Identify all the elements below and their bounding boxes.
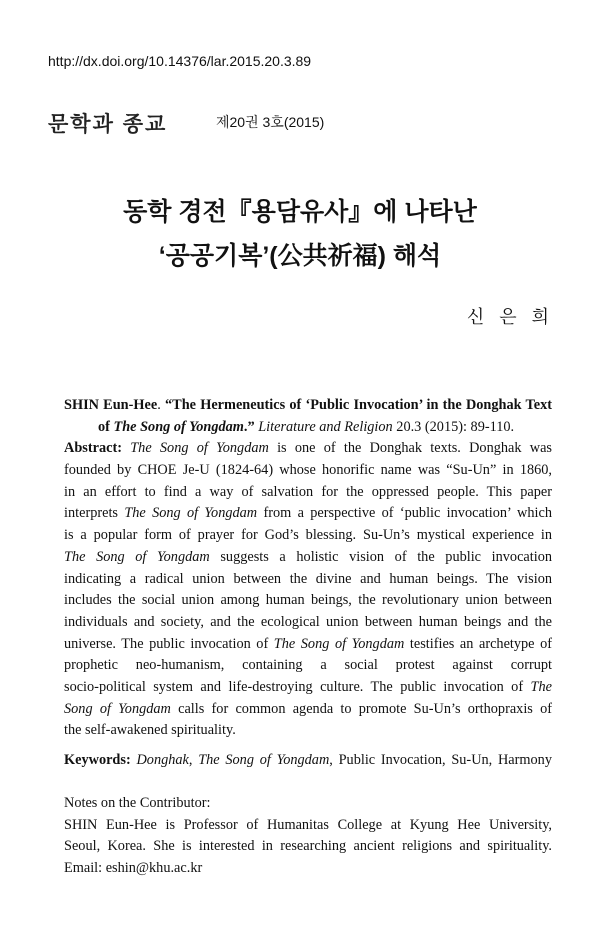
abstract-line: prophetic neo-humanism, containing a social protest against corrupt	[64, 657, 552, 674]
book-title-italic: The Song of Yongdam	[130, 440, 269, 457]
citation-title-italic: The Song of Yongdam	[113, 418, 244, 435]
abstract-line: founded by CHOE Je-U (1824-64) whose honorific name was “Su-Un” in 1860,	[64, 462, 552, 479]
abstract-line: individuals and society, and the ecological union between human beings and the	[64, 613, 552, 630]
keywords-line: Keywords: Donghak, The Song of Yongdam, Public Invocation, Su-Un, Harmony	[64, 752, 552, 768]
keywords-label: Keywords:	[64, 752, 131, 768]
paper-title-line-2: ‘공공기복’(公共祈福) 해석	[158, 242, 442, 270]
citation-journal: Literature and Religion	[258, 418, 393, 435]
abstract-line: indicating a radical union between the divine and human beings. The vision	[64, 570, 552, 587]
book-title-italic: The Song of Yongdam	[273, 635, 405, 652]
abstract-line: interprets The Song of Yongdam from a perspective of ‘public invocation’ which	[64, 505, 552, 522]
issue-info: 제20권 3호(2015)	[216, 114, 325, 130]
abstract-line: in an effort to find a way of salvation for the oppressed people. This paper	[64, 483, 552, 500]
abstract-line: Abstract: The Song of Yongdam is one of the Donghak texts. Donghak was	[64, 440, 552, 457]
abstract-line: The Song of Yongdam suggests a holistic vision of the public invocation	[64, 548, 552, 565]
book-title-italic: The	[530, 678, 552, 695]
citation-title-prefix: of	[98, 418, 114, 435]
keyword-item: The Song of Yongdam	[198, 752, 330, 768]
book-title-italic: Song of Yongdam	[64, 700, 171, 717]
abstract-line: includes the social union among human beings, the revolutionary union between	[64, 592, 552, 609]
abstract-line: socio-political system and life-destroying culture. The public invocation of The	[64, 678, 552, 695]
abstract-line: Song of Yongdam calls for common agenda to promote Su-Un’s orthopraxis of	[64, 700, 552, 717]
keyword-item: Harmony	[497, 752, 552, 768]
doi-link[interactable]: http://dx.doi.org/10.14376/lar.2015.20.3.89	[48, 53, 312, 69]
notes-line-2: Seoul, Korea. She is interested in researching ancient religions and spirituality.	[64, 838, 552, 855]
notes-email[interactable]: Email: eshin@khu.ac.kr	[64, 860, 203, 877]
keyword-item: Su-Un	[451, 752, 489, 768]
citation-title-suffix: .”	[243, 418, 255, 435]
citation-line-1: SHIN Eun-Hee. “The Hermeneutics of ‘Public Invocation’ in the Donghak Text	[64, 397, 552, 413]
notes-heading: Notes on the Contributor:	[64, 795, 211, 811]
author-name-korean: 신 은 희	[466, 307, 554, 327]
abstract-line: is a popular form of prayer for God’s blessing. Su-Un’s mystical experience in	[64, 527, 552, 544]
paper-title-line-1: 동학 경전『용담유사』에 나타난	[123, 198, 477, 226]
abstract-block	[64, 395, 552, 742]
abstract-line: the self-awakened spirituality.	[64, 722, 236, 739]
journal-logo: 문학과 종교	[48, 113, 168, 136]
book-title-italic: The Song of Yongdam	[64, 548, 210, 565]
citation-line-2	[64, 417, 552, 439]
abstract-line: universe. The public invocation of The Song of Yongdam testifies an archetype of	[64, 635, 552, 652]
notes-line-1: SHIN Eun-Hee is Professor of Humanitas College at Kyung Hee University,	[64, 816, 552, 833]
book-title-italic: The Song of Yongdam	[124, 505, 258, 522]
citation-title-part1: “The Hermeneutics of ‘Public Invocation’ in the Donghak Text	[165, 397, 552, 413]
abstract-label: Abstract:	[64, 440, 122, 457]
keywords	[64, 750, 552, 772]
citation-volume: 20.3 (2015): 89-110.	[396, 418, 515, 435]
keyword-item: Public Invocation	[338, 752, 443, 768]
contributor-notes	[64, 793, 552, 880]
keyword-item: Donghak	[136, 752, 189, 768]
citation-author: SHIN Eun-Hee	[64, 397, 158, 413]
